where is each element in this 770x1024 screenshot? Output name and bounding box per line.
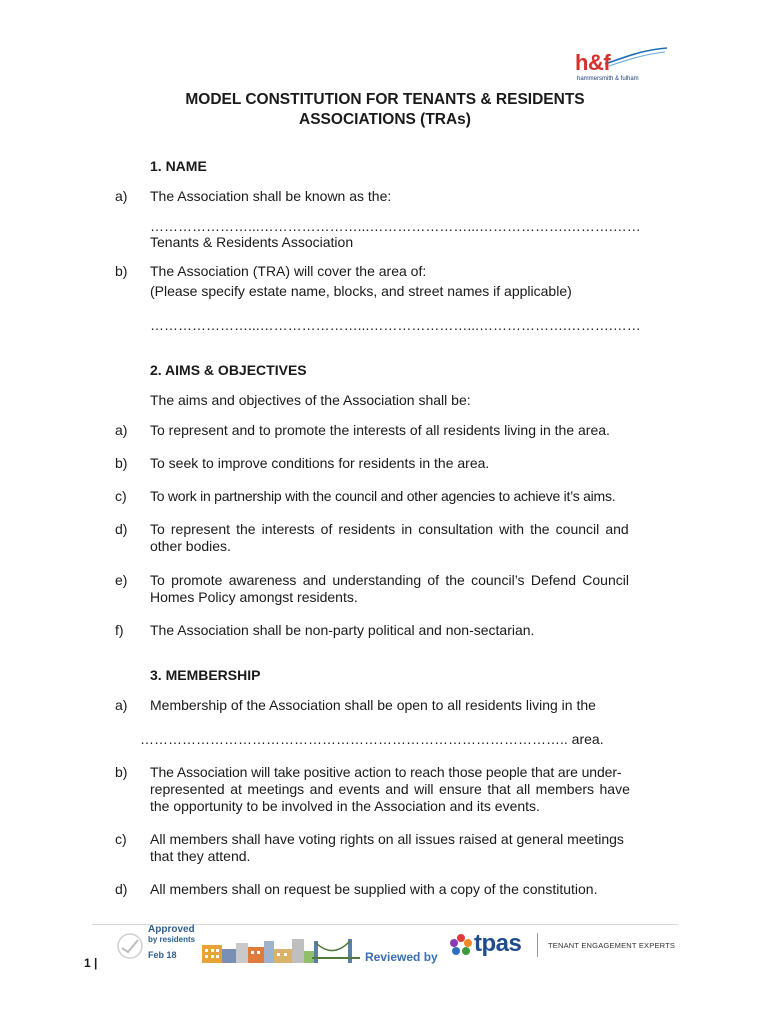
aims-item-e-line-1: To promote awareness and understanding of the council’s Defend Council bbox=[150, 572, 629, 588]
hf-logo bbox=[573, 46, 673, 88]
name-a-text: The Association shall be known as the: bbox=[150, 188, 392, 204]
tpas-flower-icon bbox=[448, 932, 474, 958]
item-label: e) bbox=[115, 572, 128, 588]
section-heading-membership: 3. MEMBERSHIP bbox=[150, 667, 261, 683]
name-suffix: Tenants & Residents Association bbox=[150, 234, 354, 250]
tpas-wordmark: tpas bbox=[474, 930, 522, 957]
item-label: c) bbox=[115, 831, 127, 847]
membership-item-a: Membership of the Association shall be open to all residents living in the bbox=[150, 697, 596, 713]
membership-item-c-line-2: that they attend. bbox=[150, 848, 251, 864]
logo-subtitle: hammersmith & fulham bbox=[577, 76, 639, 82]
swoosh-icon bbox=[603, 46, 669, 68]
approved-label: Approved bbox=[148, 924, 195, 935]
name-fill-line: …………………...…………………...…………………...……………….……….…… bbox=[150, 218, 641, 234]
aims-item-c: To work in partnership with the council and other agencies to achieve it’s aims. bbox=[150, 488, 616, 504]
membership-item-b-line-2: represented at meetings and events and will ensure that all members have bbox=[150, 781, 630, 797]
item-label: a) bbox=[115, 697, 128, 713]
skyline-illustration bbox=[202, 933, 360, 963]
item-label: f) bbox=[115, 622, 124, 638]
membership-item-b-line-1: The Association will take positive action to reach those people that are under- bbox=[150, 764, 622, 780]
aims-item-b: To seek to improve conditions for residents in the area. bbox=[150, 455, 490, 471]
document-title-line-2: ASSOCIATIONS (TRAs) bbox=[299, 111, 471, 128]
section-heading-aims: 2. AIMS & OBJECTIVES bbox=[150, 362, 307, 378]
membership-item-b-line-3: the opportunity to be involved in the Association and its events. bbox=[150, 798, 540, 814]
logo-mark: h&f bbox=[575, 50, 611, 75]
aims-item-d-line-1: To represent the interests of residents in consultation with the council and bbox=[150, 521, 629, 537]
reviewed-by-label: Reviewed by bbox=[365, 950, 438, 964]
membership-area-fill-line: ……………………………………………………………………………….. area. bbox=[140, 731, 604, 747]
footer-separator bbox=[537, 933, 538, 957]
item-label: d) bbox=[115, 881, 128, 897]
membership-item-c-line-1: All members shall have voting rights on all issues raised at general meetings bbox=[150, 831, 624, 847]
item-label: d) bbox=[115, 521, 128, 537]
approved-by-label: by residents bbox=[148, 935, 196, 944]
membership-item-d: All members shall on request be supplied with a copy of the constitution. bbox=[150, 881, 598, 897]
name-b-line-2: (Please specify estate name, blocks, and street names if applicable) bbox=[150, 283, 572, 299]
aims-intro: The aims and objectives of the Association shall be: bbox=[150, 392, 471, 408]
page-number: 1 | bbox=[84, 956, 98, 970]
aims-item-f: The Association shall be non-party political and non-sectarian. bbox=[150, 622, 535, 638]
tpas-tagline: TENANT ENGAGEMENT EXPERTS bbox=[548, 941, 676, 950]
item-label: a) bbox=[115, 188, 128, 204]
item-label: b) bbox=[115, 764, 128, 780]
aims-item-e-line-2: Homes Policy amongst residents. bbox=[150, 589, 358, 605]
approved-badge bbox=[112, 924, 207, 968]
item-label: a) bbox=[115, 422, 128, 438]
approved-date: Feb 18 bbox=[148, 950, 177, 960]
name-b-line-1: The Association (TRA) will cover the area of: bbox=[150, 263, 427, 279]
item-label: b) bbox=[115, 263, 128, 279]
aims-item-d-line-2: other bodies. bbox=[150, 538, 231, 554]
area-fill-line: …………………...…………………...…………………...……………….……….…… bbox=[150, 317, 641, 333]
item-label: c) bbox=[115, 488, 127, 504]
aims-item-a: To represent and to promote the interests of all residents living in the area. bbox=[150, 422, 610, 438]
tpas-logo bbox=[448, 930, 538, 962]
document-title-line-1: MODEL CONSTITUTION FOR TENANTS & RESIDENTS bbox=[185, 91, 585, 108]
section-heading-name: 1. NAME bbox=[150, 158, 207, 174]
item-label: b) bbox=[115, 455, 128, 471]
approved-stamp-icon bbox=[112, 926, 146, 966]
